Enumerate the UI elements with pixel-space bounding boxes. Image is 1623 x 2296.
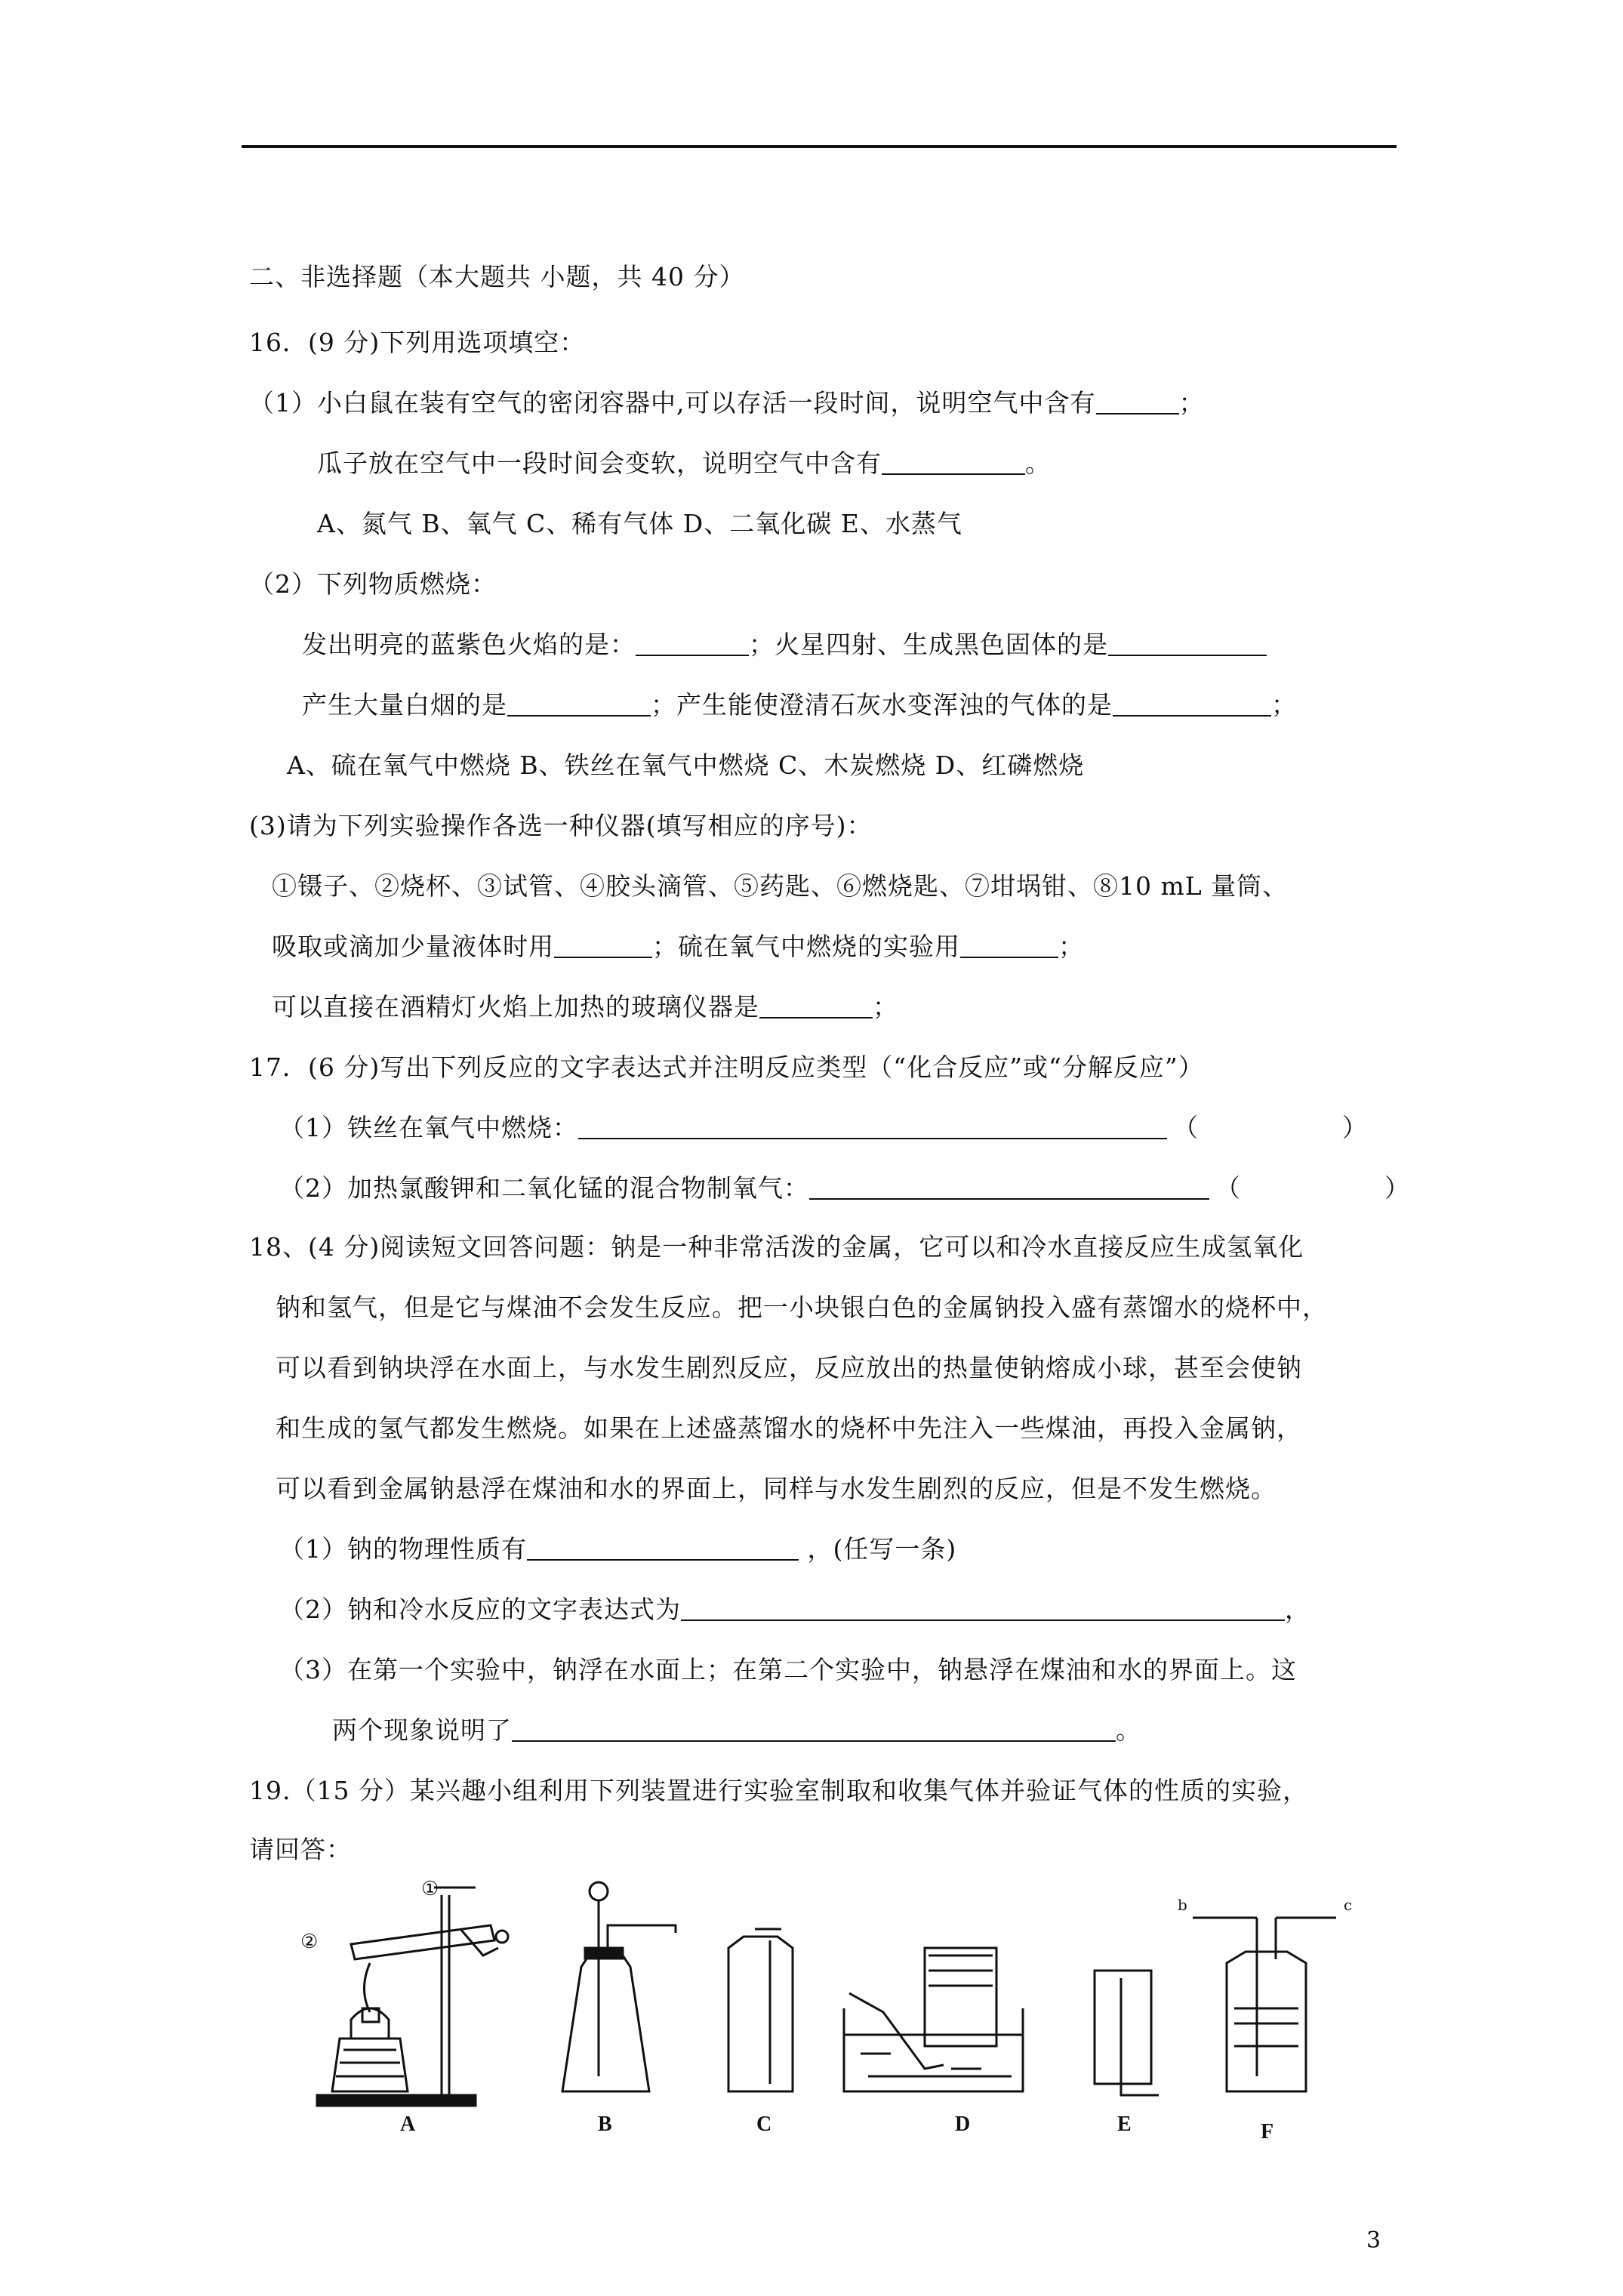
q16-part3b	[272, 991, 898, 1024]
port-b-label: b	[1178, 1896, 1187, 1914]
answer-blank[interactable]	[512, 1718, 1116, 1742]
answer-blank[interactable]	[636, 632, 749, 656]
answer-blank[interactable]	[578, 1115, 1167, 1139]
q16-part1a	[249, 387, 1205, 420]
answer-blank[interactable]	[507, 692, 651, 717]
label-f: F	[1261, 2120, 1274, 2143]
q17-part1	[279, 1111, 1368, 1145]
q17-heading: 17．(6 分)写出下列反应的文字表达式并注明反应类型（“化合反应”或“分解反应”）	[249, 1052, 1204, 1082]
paren-close: ）	[1384, 1173, 1410, 1203]
page-number: 3	[1366, 2227, 1381, 2254]
q18-part3a: （3）在第一个实验中，钠浮在水面上；在第二个实验中，钠悬浮在煤油和水的界面上。这	[279, 1655, 1297, 1684]
answer-blank[interactable]	[527, 1536, 799, 1561]
q18-line5: 可以看到金属钠悬浮在煤油和水的界面上，同样与水发生剧烈的反应，但是不发生燃烧。	[276, 1474, 1277, 1503]
paren-open: （	[1173, 1113, 1199, 1142]
q16-part1b-text: 瓜子放在空气中一段时间会变软，说明空气中含有	[317, 448, 882, 478]
answer-blank[interactable]	[681, 1597, 1285, 1621]
q16-instruments: ①镊子、②烧杯、③试管、④胶头滴管、⑤药匙、⑥燃烧匙、⑦坩埚钳、⑧10 mL 量筒、	[272, 871, 1289, 901]
q19-line1: 19.（15 分）某兴趣小组利用下列装置进行实验室制取和收集气体并验证气体的性质的实验，	[249, 1776, 1308, 1805]
answer-blank[interactable]	[554, 934, 652, 958]
q16-part2b-text: 产生大量白烟的是	[302, 690, 507, 720]
q17-part2	[279, 1172, 1410, 1205]
q18-part2-text: （2）钠和冷水反应的文字表达式为	[279, 1595, 681, 1624]
q16-part3a-text: 吸取或滴加少量液体时用	[272, 932, 554, 961]
mark-2: ②	[300, 1931, 319, 1953]
q18-part1-end: ，(任写一条)	[799, 1534, 957, 1564]
apparatus-figure	[287, 1865, 1419, 2152]
paren-open: （	[1215, 1173, 1241, 1203]
q16-part3a	[272, 930, 1084, 963]
q18-line1: 18、(4 分)阅读短文回答问题：钠是一种非常活泼的金属，它可以和冷水直接反应生成氢氧化	[249, 1232, 1304, 1262]
label-c: C	[756, 2113, 772, 2136]
q18-part2-end: ，	[1285, 1595, 1310, 1624]
paren-close: ）	[1342, 1113, 1368, 1142]
q16-part3a-end: ；	[1058, 932, 1084, 961]
q16-part1a-text: （1）小白鼠在装有空气的密闭容器中,可以存活一段时间，说明空气中含有	[249, 388, 1096, 418]
q18-part3b-end: 。	[1116, 1715, 1141, 1745]
label-d: D	[955, 2113, 971, 2136]
q16-part2a-text: 发出明亮的蓝紫色火焰的是：	[302, 630, 636, 659]
label-a: A	[400, 2113, 416, 2136]
q16-options1: A、氮气 B、氧气 C、稀有气体 D、二氧化碳 E、水蒸气	[317, 509, 962, 538]
answer-blank[interactable]	[809, 1176, 1209, 1200]
q16-part2a	[302, 628, 1267, 661]
label-b: B	[598, 2113, 612, 2136]
label-e: E	[1117, 2113, 1132, 2136]
q16-part2a-mid: ；火星四射、生成黑色固体的是	[749, 630, 1108, 659]
q16-part2b-mid: ；产生能使澄清石灰水变浑浊的气体的是	[651, 690, 1113, 720]
q19-line2: 请回答：	[249, 1835, 352, 1864]
q16-part2b-end: ；	[1271, 690, 1297, 720]
section-title: 二、非选择题（本大题共 小题，共 40 分）	[249, 262, 745, 291]
apparatus-d	[844, 1948, 1023, 2091]
q16-options2: A、硫在氧气中燃烧 B、铁丝在氧气中燃烧 C、木炭燃烧 D、红磷燃烧	[287, 750, 1085, 780]
q17-part1-text: （1）铁丝在氧气中燃烧：	[279, 1113, 578, 1142]
q16-heading: 16．(9 分)下列用选项填空：	[249, 328, 586, 357]
apparatus-a	[317, 1888, 508, 2106]
q16-part2: （2）下列物质燃烧：	[249, 569, 497, 599]
q16-part3: (3)请为下列实验操作各选一种仪器(填写相应的序号)：	[249, 811, 873, 840]
port-c-label: c	[1344, 1896, 1353, 1914]
answer-blank[interactable]	[960, 934, 1058, 958]
answer-blank[interactable]	[1108, 632, 1267, 656]
q16-part2b	[302, 689, 1297, 722]
q18-line4: 和生成的氢气都发生燃烧。如果在上述盛蒸馏水的烧杯中先注入一些煤油，再投入金属钠，	[276, 1413, 1302, 1443]
q16-part1b-end: 。	[1025, 448, 1051, 478]
q18-part1-text: （1）钠的物理性质有	[279, 1534, 527, 1564]
q18-line2: 钠和氢气，但是它与煤油不会发生反应。把一小块银白色的金属钠投入盛有蒸馏水的烧杯中，	[276, 1293, 1328, 1322]
q16-part3a-mid: ；硫在氧气中燃烧的实验用	[652, 932, 960, 961]
q16-part1b	[317, 447, 1051, 480]
q18-part2	[279, 1593, 1310, 1626]
q18-part3b	[332, 1714, 1141, 1747]
q18-part3b-text: 两个现象说明了	[332, 1715, 512, 1745]
answer-blank[interactable]	[882, 451, 1025, 475]
q18-line3: 可以看到钠块浮在水面上，与水发生剧烈反应，反应放出的热量使钠熔成小球，甚至会使钠	[276, 1353, 1302, 1382]
q16-part1a-end: ；	[1178, 388, 1205, 418]
q18-part1	[279, 1533, 956, 1566]
answer-blank[interactable]	[1113, 692, 1271, 717]
q17-part2-text: （2）加热氯酸钾和二氧化锰的混合物制氧气：	[279, 1173, 809, 1203]
apparatus-e	[1095, 1971, 1159, 2095]
header-rule	[242, 145, 1397, 148]
q16-part3b-text: 可以直接在酒精灯火焰上加热的玻璃仪器是	[272, 992, 759, 1022]
mark-1: ①	[421, 1878, 439, 1900]
q16-part3b-end: ；	[873, 992, 898, 1022]
answer-blank[interactable]	[1096, 390, 1179, 415]
apparatus-f	[1193, 1918, 1336, 2091]
apparatus-b	[562, 1882, 676, 2091]
apparatus-c	[728, 1929, 793, 2091]
answer-blank[interactable]	[759, 994, 873, 1019]
